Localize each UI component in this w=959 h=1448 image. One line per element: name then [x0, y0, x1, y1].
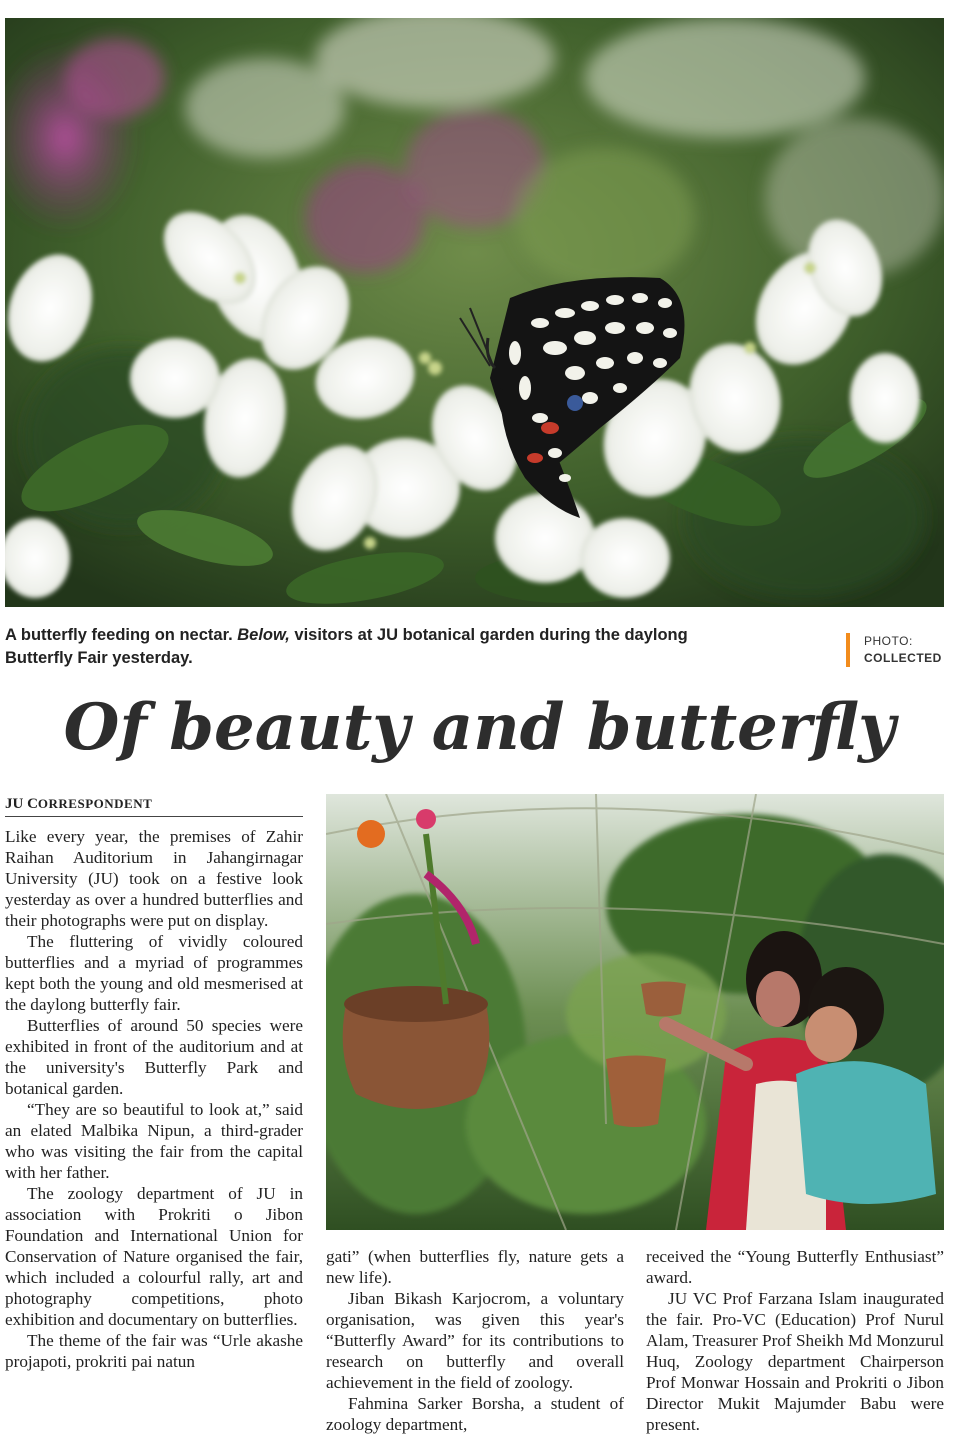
byline — [5, 796, 303, 817]
paragraph: The zoology department of JU in association with Prokriti o Jibon Foundation and International Union for Conservation of Nature organised the fair, which included a colourful rally, art and photography competitions, photo exhibition and documentary on butterflies. — [5, 1184, 303, 1329]
paragraph: gati” (when butterflies fly, nature gets a new life). — [326, 1247, 624, 1287]
caption-text-2: visitors at JU botanical garden during the daylong Butterfly Fair yesterday. — [5, 626, 688, 667]
article-column-1 — [5, 826, 303, 1372]
article-column-2 — [326, 1246, 624, 1435]
paragraph: The fluttering of vividly coloured butterflies and a myriad of programmes kept both the young and old mesmerised at the daylong butterfly fair. — [5, 932, 303, 1014]
headline: Of beauty and butterfly — [63, 690, 896, 765]
photo-caption — [5, 624, 705, 670]
butterfly-photo — [5, 18, 944, 607]
paragraph: JU VC Prof Farzana Islam inaugurated the fair. Pro-VC (Education) Prof Nurul Alam, Treasurer Prof Sheikh Md Monzurul Huq, Zoology department Chairperson Prof Monwar Hossain and Prokriti o Jibon Director Mukit Majumder Babu were present. — [646, 1289, 944, 1434]
article-column-3 — [646, 1246, 944, 1435]
garden-visitors-photo — [326, 794, 944, 1230]
caption-text-1: A butterfly feeding on nectar. — [5, 626, 238, 644]
paragraph: The theme of the fair was “Urle akashe projapoti, prokriti pai natun — [5, 1331, 303, 1371]
photo-credit-source: COLLECTED — [864, 651, 942, 665]
photo-credit-label: PHOTO: — [864, 634, 913, 648]
paragraph: Jiban Bikash Karjocrom, a voluntary organisation, was given this year's “Butterfly Award” for its contributions to research on butterfly and overall achievement in the field of zoology. — [326, 1289, 624, 1392]
byline-initial: JU C — [5, 796, 38, 812]
paragraph: Like every year, the premises of Zahir Raihan Auditorium in Jahangirnagar University (JU) took on a festive look yesterday as over a hundred butterflies and their photographs were put on display. — [5, 827, 303, 930]
paragraph: Fahmina Sarker Borsha, a student of zoology department, — [326, 1394, 624, 1434]
photo-credit — [846, 633, 942, 667]
paragraph: received the “Young Butterfly Enthusiast” award. — [646, 1247, 944, 1287]
paragraph: Butterflies of around 50 species were exhibited in front of the auditorium and at the university's Butterfly Park and botanical garden. — [5, 1016, 303, 1098]
caption-italic: Below, — [237, 626, 290, 644]
paragraph: “They are so beautiful to look at,” said an elated Malbika Nipun, a third-grader who was visiting the fair from the capital with her father. — [5, 1100, 303, 1182]
byline-rest: ORRESPONDENT — [37, 796, 153, 811]
